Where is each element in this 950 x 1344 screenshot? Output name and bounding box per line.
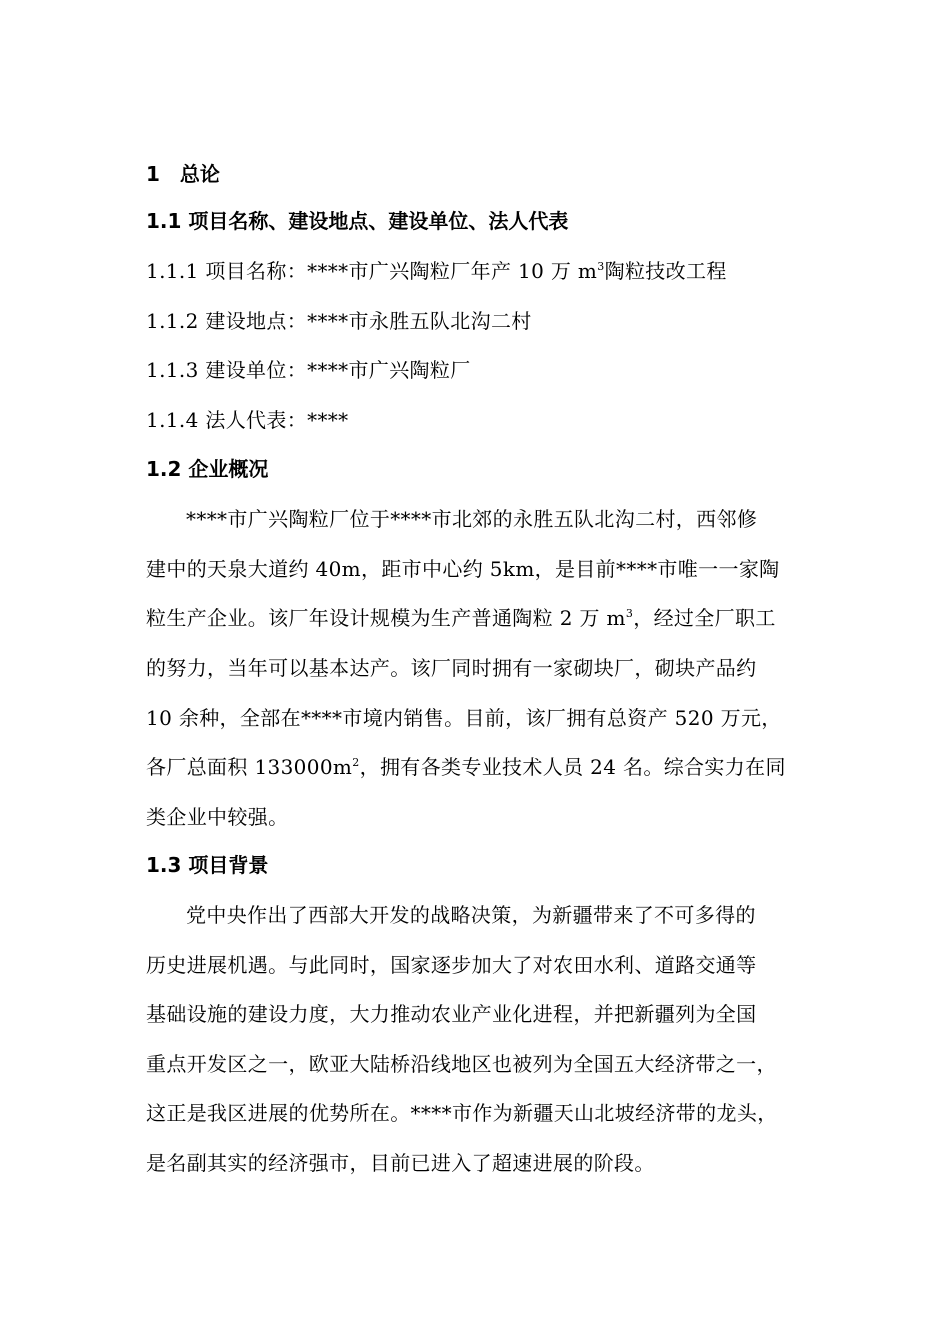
superscript: 3 xyxy=(597,260,605,273)
paragraph-line: 历史进展机遇。与此同时，国家逐步加大了对农田水利、道路交通等 xyxy=(146,953,757,977)
paragraph-line xyxy=(146,604,776,632)
paragraph-line: 这正是我区进展的优势所在。****市作为新疆天山北坡经济带的龙头， xyxy=(146,1101,778,1125)
paragraph-text: 各厂总面积 133000m xyxy=(146,755,353,779)
section-heading-1-3: 1.3 项目背景 xyxy=(146,853,269,877)
paragraph-line: 重点开发区之一，欧亚大陆桥沿线地区也被列为全国五大经济带之一， xyxy=(146,1052,777,1076)
paragraph-line: 基础设施的建设力度，大力推动农业产业化进程，并把新疆列为全国 xyxy=(146,1002,757,1026)
paragraph-line: 党中央作出了西部大开发的战略决策，为新疆带来了不可多得的 xyxy=(186,903,756,927)
paragraph-line: 类企业中较强。 xyxy=(146,805,289,829)
paragraph-text: ，拥有各类专业技术人员 24 名。综合实力在同 xyxy=(359,755,786,779)
chapter-heading: 1 总论 xyxy=(146,162,220,186)
paragraph-line xyxy=(146,753,786,781)
paragraph-text: ，经过全厂职工 xyxy=(633,606,776,630)
section-heading-1-1: 1.1 项目名称、建设地点、建设单位、法人代表 xyxy=(146,209,569,233)
paragraph-line: 建中的天泉大道约 40m，距市中心约 5km，是目前****市唯一一家陶 xyxy=(146,557,780,581)
superscript: 3 xyxy=(625,607,634,620)
superscript: 2 xyxy=(352,756,360,769)
paragraph-line: 是名副其实的经济强市，目前已进入了超速进展的阶段。 xyxy=(146,1151,655,1175)
item-unit: 1.1.3 建设单位：****市广兴陶粒厂 xyxy=(146,358,471,382)
item-location: 1.1.2 建设地点：****市永胜五队北沟二村 xyxy=(146,309,532,333)
paragraph-line: 10 余种，全部在****市境内销售。目前，该厂拥有总资产 520 万元， xyxy=(146,706,782,730)
item-legal-rep: 1.1.4 法人代表：**** xyxy=(146,408,349,432)
section-heading-1-2: 1.2 企业概况 xyxy=(146,457,269,481)
item-project-name-text: 1.1.1 项目名称：****市广兴陶粒厂年产 10 万 m xyxy=(146,259,598,283)
paragraph-line: ****市广兴陶粒厂位于****市北郊的永胜五队北沟二村，西邻修 xyxy=(186,507,758,531)
paragraph-line: 的努力，当年可以基本达产。该厂同时拥有一家砌块厂，砌块产品约 xyxy=(146,656,757,680)
paragraph-text: 粒生产企业。该厂年设计规模为生产普通陶粒 2 万 m xyxy=(146,606,626,630)
item-project-name xyxy=(146,257,727,285)
item-project-name-suffix: 陶粒技改工程 xyxy=(604,259,727,283)
